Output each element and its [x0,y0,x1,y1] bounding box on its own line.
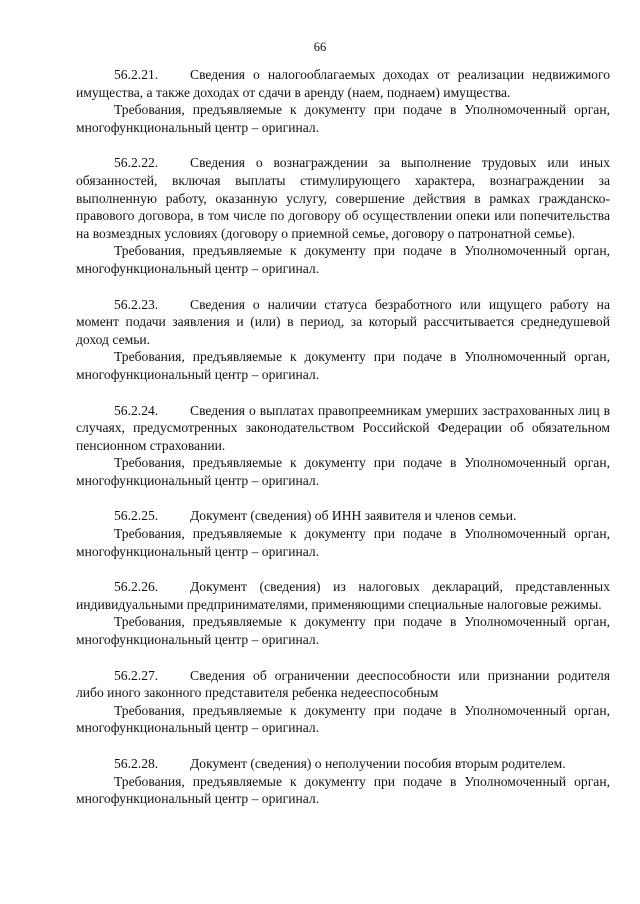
clause-56-2-23 [76,296,610,384]
clause-requirement: Требования, предъявляемые к документу при подаче в Уполномоченный орган, многофункциональный центр – оригинал. [76,702,610,736]
clause-text [76,667,610,702]
clause-text [76,66,610,101]
clause-56-2-21 [76,66,610,136]
clause-number: 56.2.21. [114,67,159,82]
clause-description: Документ (сведения) из налоговых деклараций, представленных индивидуальными предпринимателями, применяющими специальные налоговые режимы. [76,579,610,612]
clause-requirement: Требования, предъявляемые к документу при подаче в Уполномоченный орган, многофункциональный центр – оригинал. [76,455,610,488]
clause-requirement: Требования, предъявляемые к документу при подаче в Уполномоченный орган, многофункциональный центр – оригинал. [76,773,610,807]
clause-requirement: Требования, предъявляемые к документу при подаче в Уполномоченный орган, многофункциональный центр – оригинал. [76,349,610,382]
clause-requirement: Требования, предъявляемые к документу при подаче в Уполномоченный орган, многофункциональный центр – оригинал. [76,614,610,648]
clause-number: 56.2.22. [114,155,159,171]
clause-text [76,578,610,613]
clause-number: 56.2.27. [114,667,159,683]
clause-number: 56.2.25. [114,508,159,524]
clause-description: Документ (сведения) о неполучении пособия вторым родителем. [190,756,566,771]
clause-number: 56.2.23. [114,296,159,312]
clause-number: 56.2.26. [114,579,159,595]
clause-description: Сведения об ограничении дееспособности или признании родителя либо иного законного представителя ребенка недееспособным [76,667,610,701]
clause-number: 56.2.24. [114,402,159,418]
clause-number: 56.2.28. [114,756,159,771]
clause-description: Документ (сведения) об ИНН заявителя и членов семьи. [190,508,517,524]
clause-56-2-22 [76,154,610,277]
clause-56-2-27 [76,667,610,737]
clause-56-2-24 [76,402,610,490]
clause-text [76,402,610,455]
clause-description: Сведения о наличии статуса безработного или ищущего работу на момент подачи заявления и (или) в период, за который рассчитывается среднедушевой доход семьи. [76,296,610,347]
clause-requirement: Требования, предъявляемые к документу при подаче в Уполномоченный орган, многофункциональный центр – оригинал. [76,102,610,135]
clause-56-2-25 [76,507,610,560]
clause-56-2-26 [76,578,610,648]
clause-text [76,296,610,349]
clause-text [76,755,610,773]
clause-requirement: Требования, предъявляемые к документу при подаче в Уполномоченный орган, многофункциональный центр – оригинал. [76,526,610,559]
clause-description: Сведения о вознаграждении за выполнение трудовых или иных обязанностей, включая выплаты стимулирующего характера, вознаграждении за выполненную работу, оказанную услугу, совершение действия в рамках гражданско-правового договора, в том числе по договору об осуществлении опеки или попечительства на возмездных условиях (договору о приемной семье, договору о патронатной семье). [76,155,610,241]
clause-56-2-28 [76,755,610,808]
clause-text [76,507,610,525]
document-body [76,66,610,826]
clause-description: Сведения о выплатах правопреемникам умерших застрахованных лиц в случаях, предусмотренных законодательством Российской Федерации об обязательном пенсионном страховании. [76,402,610,453]
clause-description: Сведения о налогооблагаемых доходах от реализации недвижимого имущества, а также доходах от сдачи в аренду (наем, поднаем) имущества. [76,67,610,100]
page-number: 66 [313,40,327,54]
clause-text [76,154,610,242]
clause-requirement: Требования, предъявляемые к документу при подаче в Уполномоченный орган, многофункциональный центр – оригинал. [76,243,610,276]
